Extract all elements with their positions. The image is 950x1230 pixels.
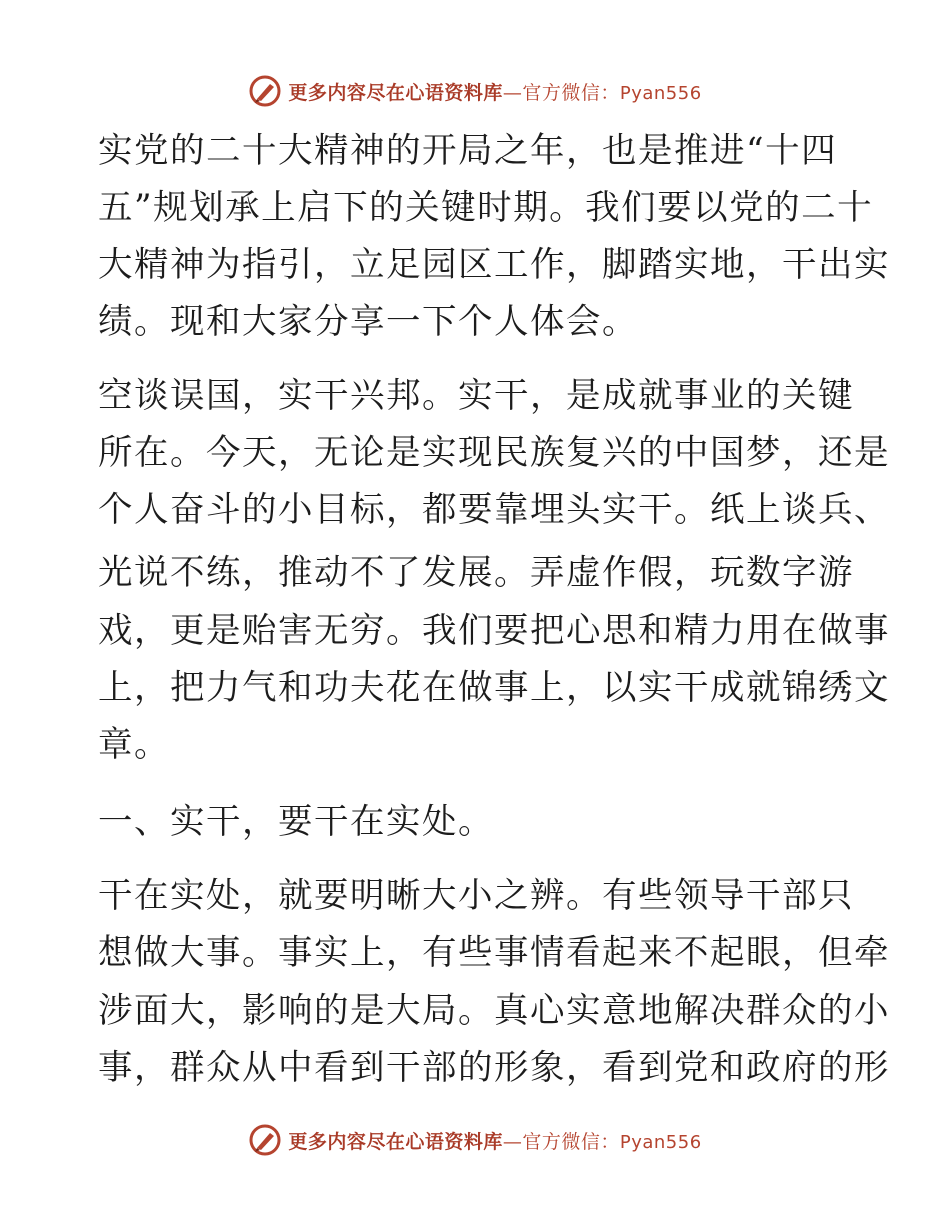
text-line: 想做大事。事实上，有些事情看起来不起眼，但牵 (98, 933, 890, 973)
watermark-text (288, 78, 701, 105)
watermark-brand: 更多内容尽在心语资料库 (288, 81, 503, 104)
watermark-contact-id: Pyan556 (619, 82, 702, 104)
section-heading: 一、实干，要干在实处。 (98, 802, 494, 842)
pen-logo-icon (248, 1123, 282, 1157)
watermark-contact-prefix: 官方微信： (522, 1130, 620, 1153)
header-watermark (0, 71, 950, 111)
text-line: 上，把力气和功夫花在做事上，以实干成就锦绣文 (98, 668, 890, 708)
text-line: 所在。今天，无论是实现民族复兴的中国梦，还是 (98, 433, 890, 473)
watermark-brand: 更多内容尽在心语资料库 (288, 1130, 503, 1153)
watermark-separator: — (502, 1130, 523, 1153)
footer-watermark (0, 1120, 950, 1160)
text-line: 涉面大，影响的是大局。真心实意地解决群众的小 (98, 991, 890, 1031)
text-line: 空谈误国，实干兴邦。实干，是成就事业的关键 (98, 376, 854, 416)
text-line: 五”规划承上启下的关键时期。我们要以党的二十 (98, 188, 874, 228)
watermark-text (288, 1127, 701, 1154)
text-line: 事，群众从中看到干部的形象，看到党和政府的形 (98, 1048, 890, 1088)
text-line: 光说不练，推动不了发展。弄虚作假，玩数字游 (98, 553, 854, 593)
pen-logo-icon (248, 74, 282, 108)
watermark-separator: — (502, 81, 523, 104)
text-line: 个人奋斗的小目标，都要靠埋头实干。纸上谈兵、 (98, 490, 890, 530)
text-line: 大精神为指引，立足园区工作，脚踏实地，干出实 (98, 245, 890, 285)
text-line: 实党的二十大精神的开局之年，也是推进“十四 (98, 131, 838, 171)
text-line: 绩。现和大家分享一下个人体会。 (98, 302, 638, 342)
watermark-contact-id: Pyan556 (619, 1131, 702, 1153)
watermark-contact-prefix: 官方微信： (522, 81, 620, 104)
text-line: 戏，更是贻害无穷。我们要把心思和精力用在做事 (98, 611, 890, 651)
text-line: 章。 (98, 725, 170, 765)
text-line: 干在实处，就要明晰大小之辨。有些领导干部只 (98, 876, 854, 916)
